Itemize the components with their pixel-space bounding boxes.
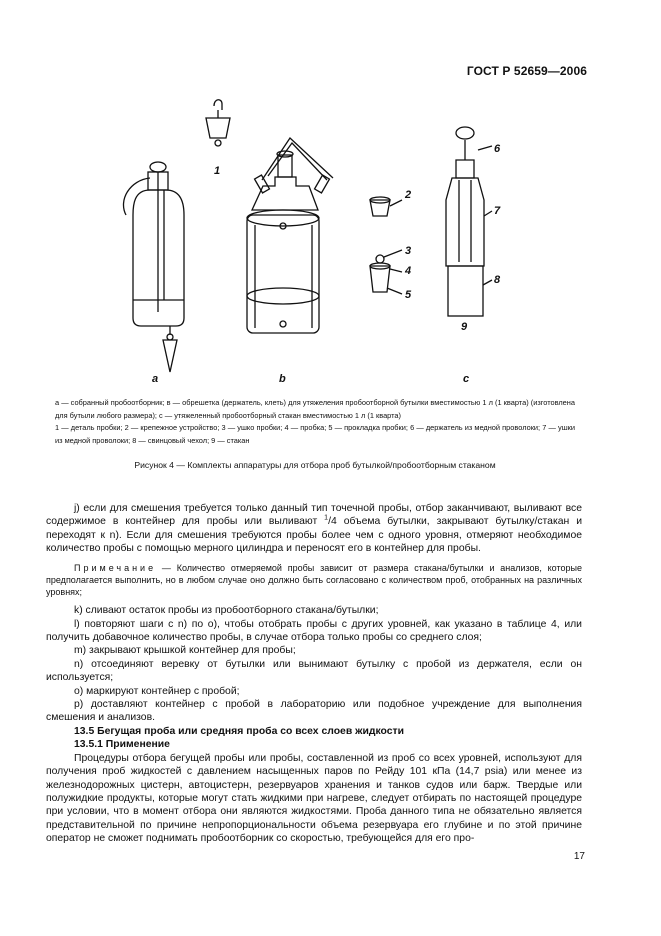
weighted-beaker xyxy=(446,127,492,316)
callout-5: 5 xyxy=(405,289,412,301)
callout-9: 9 xyxy=(461,321,468,333)
callout-7: 7 xyxy=(494,205,501,217)
item-l: l) повторяют шаги с n) по о), чтобы отобрать пробы с других уровней, как указано в таблице 4, или получить добавочное количество пробы, в случае отбора только пробы со среднего слоя; xyxy=(46,618,582,644)
stopper-parts xyxy=(370,197,402,294)
paragraph-application: Процедуры отбора бегущей пробы или пробы, составленной из проб со всех уровней, используют для получения проб жидкостей с давлением насыщенных паров по Рейду 101 кПа (14,7 psia) или менее из железнодорожных цистерн, автоцистерн, резервуаров хранения и танков судов или барж. Твердые или полужидкие продукты, которые могут стать жидкими при нагреве, следует отбирать по настоящей процедуре при условии, что в момент отбора они являются жидкостями. Проба данного типа не обязательно является представительной по причине непропорциональности объема резервуара его глубине и по этой причине оператор не сможет поднимать пробоотборник со скоростью, требующейся для его про- xyxy=(46,752,582,845)
callout-1: 1 xyxy=(214,165,221,177)
callout-2: 2 xyxy=(405,189,412,201)
heading-13-5: 13.5 Бегущая проба или средняя проба со всех слоев жидкости xyxy=(74,725,404,737)
heading-13-5-1: 13.5.1 Применение xyxy=(74,739,170,751)
callout-4: 4 xyxy=(405,265,412,277)
callout-8: 8 xyxy=(494,274,501,286)
item-m: m) закрывают крышкой контейнер для пробы; xyxy=(74,645,296,657)
page-number: 17 xyxy=(573,851,585,862)
item-o: о) маркируют контейнер с пробой; xyxy=(74,685,240,697)
note: Примечание — Количество отмеряемой пробы зависит от размера стакана/бутылки и анализов, которые предполагается выполнить, но в любом случае оно должно быть согласовано с количеством проб, отобранных на различных уровнях; xyxy=(46,562,582,598)
figure-part-b: b xyxy=(279,373,286,385)
figure-part-a: a xyxy=(152,373,159,385)
item-k: k) сливают остаток пробы из пробоотборного стакана/бутылки; xyxy=(74,605,379,617)
figure-legend-parts: а — собранный пробоотборник; в — обрешетка (держатель, клеть) для утяжеления пробоотборной бутылки вместимостью 1 л (1 кварта) (изготовлена для бутыли любого размера); с — утяжеленный пробоотборный стакан вместимостью 1 л (1 кварта) xyxy=(55,398,575,420)
figure-title: Рисунок 4 — Комплекты аппаратуры для отбора проб бутылкой/пробоотборным стаканом xyxy=(134,460,496,470)
figure-4-drawing xyxy=(0,0,661,400)
figure-legend xyxy=(55,397,575,447)
item-n: n) отсоединяют веревку от бутылки или вынимают бутылку с пробой из держателя, если он используется; xyxy=(46,658,582,684)
weighted-cage xyxy=(247,138,333,333)
item-j: j) если для смешения требуется только данный тип точечной пробы, отбор заканчивают, выливают все содержимое в контейнер для пробы или выливают $^1$/4 объема бутылки, закрывают бутылку/стакан и переходят к n). Если для смешения требуются пробы более чем с одного уровня, отмеряют необходимое количество пробы с помощью мерного цилиндра и переносят его в контейнер для пробы. xyxy=(46,503,583,555)
callout-3: 3 xyxy=(405,245,412,257)
document-header: ГОСТ Р 52659—2006 xyxy=(466,64,587,78)
callout-6: 6 xyxy=(494,143,501,155)
item-p: р) доставляют контейнер с пробой в лабораторию или подобное учреждение для выполнения смешения и анализов. xyxy=(46,699,582,724)
bottle-assembly xyxy=(123,162,184,372)
figure-legend-items: 1 — деталь пробки; 2 — крепежное устройство; 3 — ушко пробки; 4 — пробка; 5 — прокладка пробки; 6 — держатель из медной проволоки; 7 — ушки из медной проволоки; 8 — свинцовый чехол; 9 — стакан xyxy=(55,423,575,445)
figure-part-c: c xyxy=(463,373,470,385)
stopper-detail xyxy=(206,100,230,146)
body-text xyxy=(46,502,582,846)
